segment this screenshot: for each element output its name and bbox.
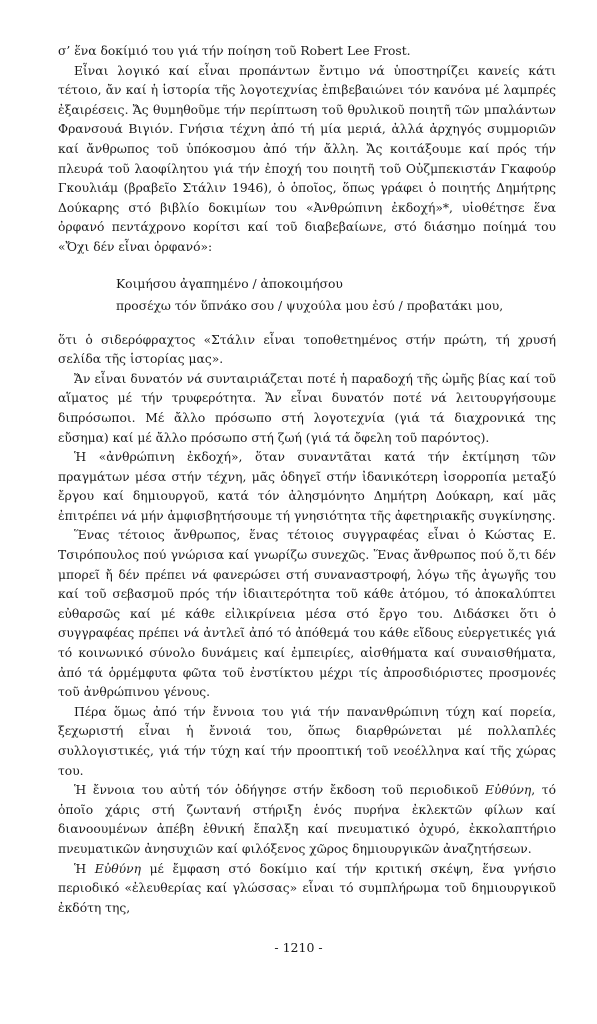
journal-title: Εὐθύνη [485,783,532,798]
poem-line-2: προσέχω τόν ὕπνάκο σου / ψυχούλα μου ἐσύ / προβατάκι μου, [116,298,504,313]
document-page [58,42,556,918]
paragraph-8 [58,860,556,919]
paragraph-5: Ἕνας τέτοιος ἄνθρωπος, ἕνας τέτοιος συγγραφέας εἶναι ὁ Κώστας Ε. Τσιρόπουλος πού γνώρισα καί γνωρίζω συνεχῶς. Ἕνας ἄνθρωπος πού ὅ,τι δέν μπορεῖ ἤ δέν πρέπει νά φανερώσει στή συναναστροφή, λόγω τῆς ἀγωγῆς του καί τοῦ σεβασμοῦ πρός τήν ἰδιαιτερότητα τοῦ κάθε ἀτόμου, τό ἀποκαλύπτει εὐθαρσῶς καί μέ κάθε εἰλικρίνεια μέσα στό ἔργο του. Διδάσκει ὅτι ὁ συγγραφέας πρέπει νά ἀντλεῖ ἀπό τό ἀπόθεμά του κάθε εἴδους εὐεργετικές γιά τό κοινωνικό σύνολο δυνάμεις καί ἐμπειρίες, αἰσθήματα καί συναισθήματα, ἀπό τά ὁρμέμφυτα φῶτα τοῦ ἐνστίκτου μέχρι τίς ἀπροσδιόριστες προσμονές τοῦ ἀνθρώπινου γένους. [58,528,556,700]
poem-quote [116,273,556,317]
paragraph-8-text-b: μέ ἔμφαση στό δοκίμιο καί τήν κριτική σκέψη, ἕνα γνήσιο περιοδικό «ἐλευθερίας καί γλώσσας» εἶναι τό συμπλήρωμα τοῦ δημιουργικοῦ ἐκδότη της, [58,861,556,915]
journal-title: Εὐθύνη [94,861,141,876]
paragraph-1: Εἶναι λογικό καί εἶναι προπάντων ἔντιμο νά ὑποστηρίζει κανείς κάτι τέτοιο, ἄν καί ἡ ἱστορία τῆς λογοτεχνίας ἐπιβεβαιώνει τόν κανόνα μέ λαμπρές ἐξαιρέσεις. Ἄς θυμηθοῦμε τήν περίπτωση τοῦ θρυλικοῦ ποιητῆ τῶν μπαλάντων Φρανσουά Βιγιόν. Γνήσια τέχνη ἀπό τή μία μεριά, ἀλλά ἀρχηγός συμμοριῶν καί ἄνθρωπος τοῦ ὑπόκοσμου ἀπό τήν ἄλλη. Ἄς κοιτάξουμε καί πρός τήν πλευρά τοῦ λαοφίλητου γιά τήν ἐποχή του ποιητῆ τοῦ Οὐζμπεκιστάν Γκαφούρ Γκουλιάμ (βραβεῖο Στάλιν 1946), ὁ ὁποῖος, ὅπως γράφει ὁ ποιητής Δημήτρης Δούκαρης στό βιβλίο δοκιμίων του «Ἀνθρώπινη ἐκδοχή»*, υἱοθέτησε ἕνα ὀρφανό πεντάχρονο κορίτσι καί τοῦ διαβεβαίωνε, στό διάσημο ποίημά του «Ὄχι δέν εἶναι ὀρφανό»: [58,63,556,254]
paragraph-7 [58,781,556,859]
paragraph-8-text-a: Ἡ [74,861,95,876]
paragraph-continued: σ’ ἕνα δοκίμιό του γιά τήν ποίηση τοῦ Robert Lee Frost. [58,44,411,58]
paragraph-6: Πέρα ὅμως ἀπό τήν ἔννοια του γιά τήν πανανθρώπινη τύχη καί πορεία, ξεχωριστή εἶναι ἡ ἔννοιά του, ὅπως διαρθρώνεται μέ πολλαπλές συλλογιστικές, γιά τήν τύχη καί τήν προοπτική τοῦ νεοέλληνα καί τῆς χώρας του. [58,704,556,778]
paragraph-2: ὅτι ὁ σιδερόφραχτος «Στάλιν εἶναι τοποθετημένος στήν πρώτη, τή χρυσή σελίδα τῆς ἱστορίας μας». [58,332,556,367]
paragraph-4: Ἡ «ἀνθρώπινη ἐκδοχή», ὅταν συναντᾶται κατά τήν ἐκτίμηση τῶν πραγμάτων μέσα στήν τέχνη, μᾶς ὁδηγεῖ στήν ἰδανικότερη ἰσορροπία μεταξύ ἔργου καί δημιουργοῦ, κατά τόν ἀλησμόνητο Δημήτρη Δούκαρη, καί μᾶς ἐπιτρέπει νά μήν ἀμφισβητήσουμε τή γνησιότητα τῆς ἀφετηριακῆς συγκίνησης. [58,450,556,523]
page-number: - 1210 - [274,940,323,955]
paragraph-7-text-b: , τό ὁποῖο χάρις στή ζωντανή στήριξη ἑνός πυρήνα ἐκλεκτῶν φίλων καί διανοουμένων ἀπέβη ἐθνική ἔπαλξη καί πνευματικό ὀχυρό, ἐκκολαπτήριο πνευματικῶν ἀνησυχιῶν καί φιλόξενος χῶρος δημιουργικῶν ἀναζητήσεων. [58,783,557,856]
poem-line-1: Κοιμήσου ἀγαπημένο / ἀποκοιμήσου [116,276,343,291]
paragraph-7-text-a: Ἡ ἔννοια του αὐτή τόν ὁδήγησε στήν ἔκδοση τοῦ περιοδικοῦ [74,783,486,798]
paragraph-3: Ἄν εἶναι δυνατόν νά συνταιριάζεται ποτέ ἡ παραδοχή τῆς ὠμῆς βίας καί τοῦ αἵματος μέ τήν τρυφερότητα. Ἄν εἶναι δυνατόν ποτέ νά λειτουργήσουμε διπρόσωποι. Μέ ἄλλο πρόσωπο στή λογοτεχνία (γιά τά διαχρονικά της εὔσημα) καί μέ ἄλλο πρόσωπο στή ζωή (γιά τά ὄφελη τοῦ παρόντος). [58,371,556,445]
